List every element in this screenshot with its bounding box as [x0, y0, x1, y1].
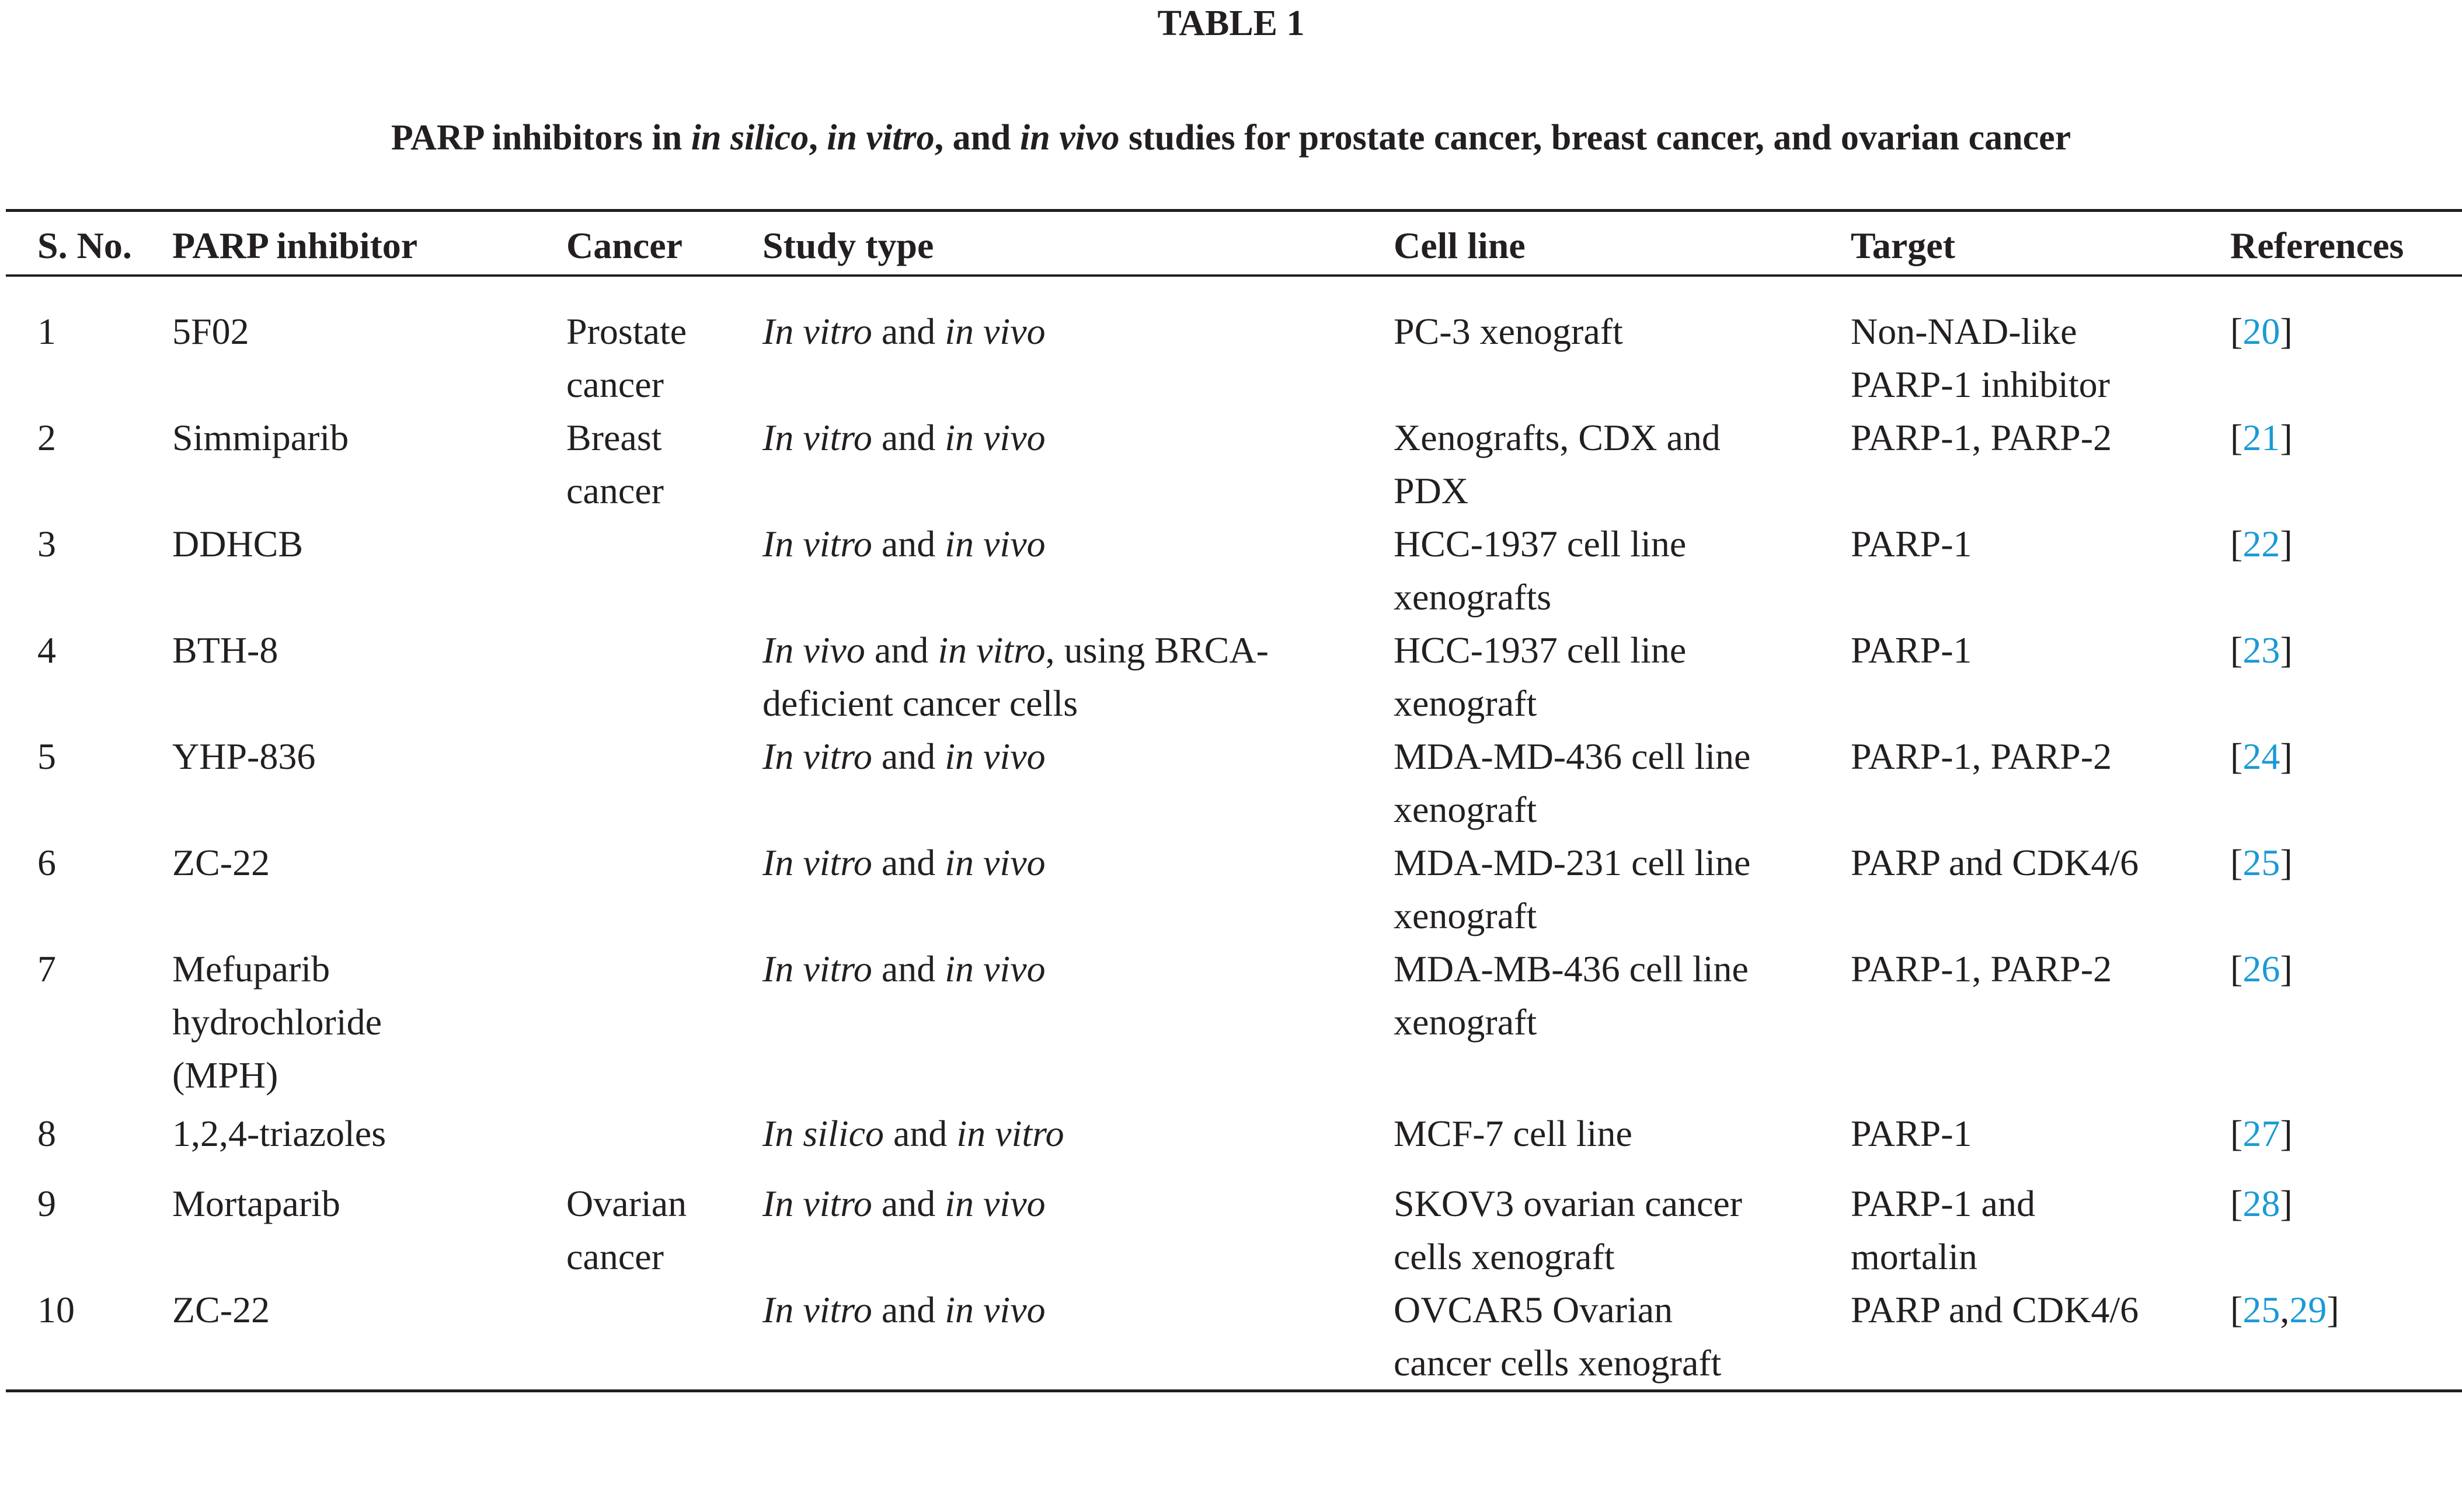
cell-cancer — [566, 276, 762, 411]
cancer-line: cancer — [566, 1236, 664, 1277]
table-row — [6, 623, 2462, 730]
inhibitor-line: 5F02 — [172, 311, 249, 352]
study-type-part: in vivo — [945, 1183, 1046, 1224]
cell-cancer — [566, 1283, 762, 1391]
inhibitor-line: ZC-22 — [172, 842, 270, 883]
cell-line-line: MCF-7 cell line — [1394, 1113, 1632, 1154]
target-line: PARP-1 — [1851, 629, 1972, 671]
cell-sno: 7 — [37, 948, 56, 990]
reference-link[interactable]: 24 — [2242, 736, 2280, 777]
cell-target — [1851, 836, 2230, 942]
cell-inhibitor — [172, 517, 566, 623]
column-header-sno: S. No. — [37, 225, 132, 266]
cell-references: [28] — [2230, 1183, 2293, 1224]
study-type-part: and — [872, 948, 945, 990]
column-header-cancer: Cancer — [566, 225, 683, 266]
cell-cancer — [566, 623, 762, 730]
cell-line-line: xenograft — [1394, 789, 1537, 830]
reference-link[interactable]: 28 — [2242, 1183, 2280, 1224]
cancer-line: Prostate — [566, 311, 687, 352]
cell-cancer — [566, 942, 762, 1107]
column-header-cell-line: Cell line — [1394, 225, 1526, 266]
reference-link[interactable]: 21 — [2242, 417, 2280, 458]
cell-line-line: HCC-1937 cell line — [1394, 629, 1687, 671]
caption-part: in silico — [691, 118, 809, 158]
study-type-part: in vivo — [945, 948, 1046, 990]
study-type-part: , using BRCA- — [1045, 629, 1269, 671]
column-header-inhibitor: PARP inhibitor — [172, 225, 418, 266]
cell-sno: 10 — [37, 1289, 75, 1330]
cell-study-type — [762, 276, 1394, 411]
cell-cancer — [566, 1177, 762, 1283]
cell-study-type — [762, 942, 1394, 1107]
cell-line-line: xenografts — [1394, 576, 1552, 618]
cancer-line: cancer — [566, 364, 664, 405]
inhibitor-line: DDHCB — [172, 523, 304, 565]
cell-cell-line — [1394, 1177, 1851, 1283]
cell-cell-line — [1394, 1283, 1851, 1391]
study-type-part: and — [872, 523, 945, 565]
study-type-part: and — [872, 311, 945, 352]
study-type-part: In vitro — [762, 417, 872, 458]
cell-cancer — [566, 411, 762, 517]
cell-cell-line — [1394, 730, 1851, 836]
cell-study-type — [762, 411, 1394, 517]
cell-cancer — [566, 836, 762, 942]
cell-target — [1851, 517, 2230, 623]
column-header-target: Target — [1851, 225, 1955, 266]
inhibitor-line: Simmiparib — [172, 417, 349, 458]
cell-references: [20] — [2230, 311, 2293, 352]
inhibitor-line: 1,2,4-triazoles — [172, 1113, 386, 1154]
table-caption — [0, 114, 2462, 161]
target-line: PARP and CDK4/6 — [1851, 1289, 2139, 1330]
study-type-part: in vivo — [945, 736, 1046, 777]
caption-part: studies for prostate cancer, breast cancer, and ovarian cancer — [1119, 118, 2071, 158]
cell-line-line: xenograft — [1394, 682, 1537, 724]
cell-references: [24] — [2230, 736, 2293, 777]
cell-sno: 1 — [37, 311, 56, 352]
study-type-part: and — [872, 842, 945, 883]
caption-part: , — [809, 118, 827, 158]
target-line: PARP-1 inhibitor — [1851, 364, 2110, 405]
column-header-references: References — [2230, 225, 2404, 266]
target-line: PARP-1, PARP-2 — [1851, 736, 2112, 777]
table-row — [6, 836, 2462, 942]
cell-sno: 2 — [37, 417, 56, 458]
cell-references: [21] — [2230, 417, 2293, 458]
cell-line-line: PDX — [1394, 470, 1469, 511]
table-row — [6, 1177, 2462, 1283]
target-line: mortalin — [1851, 1236, 1977, 1277]
target-line: PARP-1 and — [1851, 1183, 2035, 1224]
study-type-part: in vivo — [945, 842, 1046, 883]
table-row — [6, 942, 2462, 1107]
cell-study-type — [762, 836, 1394, 942]
cell-inhibitor — [172, 942, 566, 1107]
cell-target — [1851, 1107, 2230, 1177]
cell-references: [26] — [2230, 948, 2293, 990]
cell-references: [25] — [2230, 842, 2293, 883]
cell-line-line: cancer cells xenograft — [1394, 1342, 1722, 1384]
table-row — [6, 276, 2462, 411]
reference-link[interactable]: 25 — [2242, 842, 2280, 883]
cell-target — [1851, 942, 2230, 1107]
study-type-part: in vitro — [956, 1113, 1064, 1154]
cell-line-line: cells xenograft — [1394, 1236, 1615, 1277]
table-body — [6, 276, 2462, 1391]
cell-line-line: HCC-1937 cell line — [1394, 523, 1687, 565]
target-line: PARP-1 — [1851, 1113, 1972, 1154]
cell-study-type — [762, 1283, 1394, 1391]
cell-cell-line — [1394, 942, 1851, 1107]
table-row — [6, 411, 2462, 517]
cell-study-type — [762, 730, 1394, 836]
study-type-part: in vivo — [945, 1289, 1046, 1330]
reference-link[interactable]: 25 — [2242, 1289, 2280, 1330]
caption-part: , and — [934, 118, 1021, 158]
inhibitor-line: YHP-836 — [172, 736, 316, 777]
study-type-part: In silico — [762, 1113, 884, 1154]
cell-line-line: MDA-MD-436 cell line — [1394, 736, 1751, 777]
cell-sno: 3 — [37, 523, 56, 565]
inhibitor-line: Mortaparib — [172, 1183, 340, 1224]
cell-line-line: MDA-MB-436 cell line — [1394, 948, 1749, 990]
inhibitor-line: (MPH) — [172, 1054, 278, 1096]
cell-cell-line — [1394, 517, 1851, 623]
study-type-part: in vivo — [945, 311, 1046, 352]
inhibitor-line: ZC-22 — [172, 1289, 270, 1330]
cell-line-line: PC-3 xenograft — [1394, 311, 1623, 352]
cell-study-type — [762, 623, 1394, 730]
cell-target — [1851, 1283, 2230, 1391]
cell-sno: 4 — [37, 629, 56, 671]
cell-references: [22] — [2230, 523, 2293, 565]
cell-target — [1851, 1177, 2230, 1283]
cell-cancer — [566, 1107, 762, 1177]
study-type-part: and — [883, 1113, 957, 1154]
cell-cell-line — [1394, 836, 1851, 942]
table-label: TABLE 1 — [1157, 4, 1305, 43]
caption-part: PARP inhibitors in — [391, 118, 691, 158]
study-type-part: in vivo — [945, 523, 1046, 565]
cell-inhibitor — [172, 623, 566, 730]
cell-target — [1851, 730, 2230, 836]
study-type-part: in vivo — [945, 417, 1046, 458]
reference-link[interactable]: 26 — [2242, 948, 2280, 990]
study-type-part: and — [872, 1183, 945, 1224]
study-type-part: in vitro — [938, 629, 1046, 671]
cell-cell-line — [1394, 623, 1851, 730]
cell-target — [1851, 411, 2230, 517]
cancer-line: Breast — [566, 417, 662, 458]
table-header-row — [6, 211, 2462, 276]
study-type-part: and — [872, 1289, 945, 1330]
reference-link[interactable]: 20 — [2242, 311, 2280, 352]
study-type-part: In vitro — [762, 948, 872, 990]
cell-target — [1851, 623, 2230, 730]
cell-line-line: Xenografts, CDX and — [1394, 417, 1721, 458]
cell-line-line: OVCAR5 Ovarian — [1394, 1289, 1673, 1330]
study-type-part: and — [872, 736, 945, 777]
target-line: Non-NAD-like — [1851, 311, 2077, 352]
cell-inhibitor — [172, 836, 566, 942]
study-type-part: In vitro — [762, 1183, 872, 1224]
cancer-line: Ovarian — [566, 1183, 687, 1224]
reference-link[interactable]: 23 — [2242, 629, 2280, 671]
cell-cancer — [566, 730, 762, 836]
study-type-part: deficient cancer cells — [762, 682, 1078, 724]
study-type-part: and — [872, 417, 945, 458]
study-type-part: In vitro — [762, 311, 872, 352]
cell-inhibitor — [172, 730, 566, 836]
cell-inhibitor — [172, 1107, 566, 1177]
target-line: PARP and CDK4/6 — [1851, 842, 2139, 883]
cell-line-line: xenograft — [1394, 895, 1537, 936]
cell-cell-line — [1394, 276, 1851, 411]
cell-sno: 8 — [37, 1113, 56, 1154]
target-line: PARP-1 — [1851, 523, 1972, 565]
cancer-line: cancer — [566, 470, 664, 511]
cell-target — [1851, 276, 2230, 411]
cell-line-line: xenograft — [1394, 1001, 1537, 1043]
target-line: PARP-1, PARP-2 — [1851, 417, 2112, 458]
caption-part: in vivo — [1020, 118, 1120, 158]
cell-study-type — [762, 517, 1394, 623]
table-row — [6, 1283, 2462, 1391]
reference-link[interactable]: 29 — [2289, 1289, 2327, 1330]
reference-link[interactable]: 27 — [2242, 1113, 2280, 1154]
cell-sno: 6 — [37, 842, 56, 883]
cell-cancer — [566, 517, 762, 623]
cell-sno: 9 — [37, 1183, 56, 1224]
study-type-part: In vitro — [762, 1289, 872, 1330]
target-line: PARP-1, PARP-2 — [1851, 948, 2112, 990]
cell-references: [23] — [2230, 629, 2293, 671]
inhibitor-line: hydrochloride — [172, 1001, 382, 1043]
reference-link[interactable]: 22 — [2242, 523, 2280, 565]
study-type-part: In vitro — [762, 736, 872, 777]
parp-inhibitors-table — [6, 209, 2462, 1392]
table-row — [6, 1107, 2462, 1177]
column-header-study-type: Study type — [762, 225, 934, 266]
cell-line-line: SKOV3 ovarian cancer — [1394, 1183, 1743, 1224]
study-type-part: In vitro — [762, 842, 872, 883]
caption-part: in vitro — [827, 118, 935, 158]
cell-inhibitor — [172, 411, 566, 517]
study-type-part: In vivo — [762, 629, 865, 671]
cell-inhibitor — [172, 1283, 566, 1391]
cell-references: [25,29] — [2230, 1289, 2339, 1330]
cell-study-type — [762, 1177, 1394, 1283]
study-type-part: and — [865, 629, 938, 671]
cell-sno: 5 — [37, 736, 56, 777]
study-type-part: In vitro — [762, 523, 872, 565]
inhibitor-line: Mefuparib — [172, 948, 330, 990]
cell-cell-line — [1394, 411, 1851, 517]
inhibitor-line: BTH-8 — [172, 629, 278, 671]
cell-references: [27] — [2230, 1113, 2293, 1154]
table-row — [6, 730, 2462, 836]
cell-cell-line — [1394, 1107, 1851, 1177]
cell-inhibitor — [172, 1177, 566, 1283]
cell-study-type — [762, 1107, 1394, 1177]
table-row — [6, 517, 2462, 623]
cell-line-line: MDA-MD-231 cell line — [1394, 842, 1751, 883]
cell-inhibitor — [172, 276, 566, 411]
